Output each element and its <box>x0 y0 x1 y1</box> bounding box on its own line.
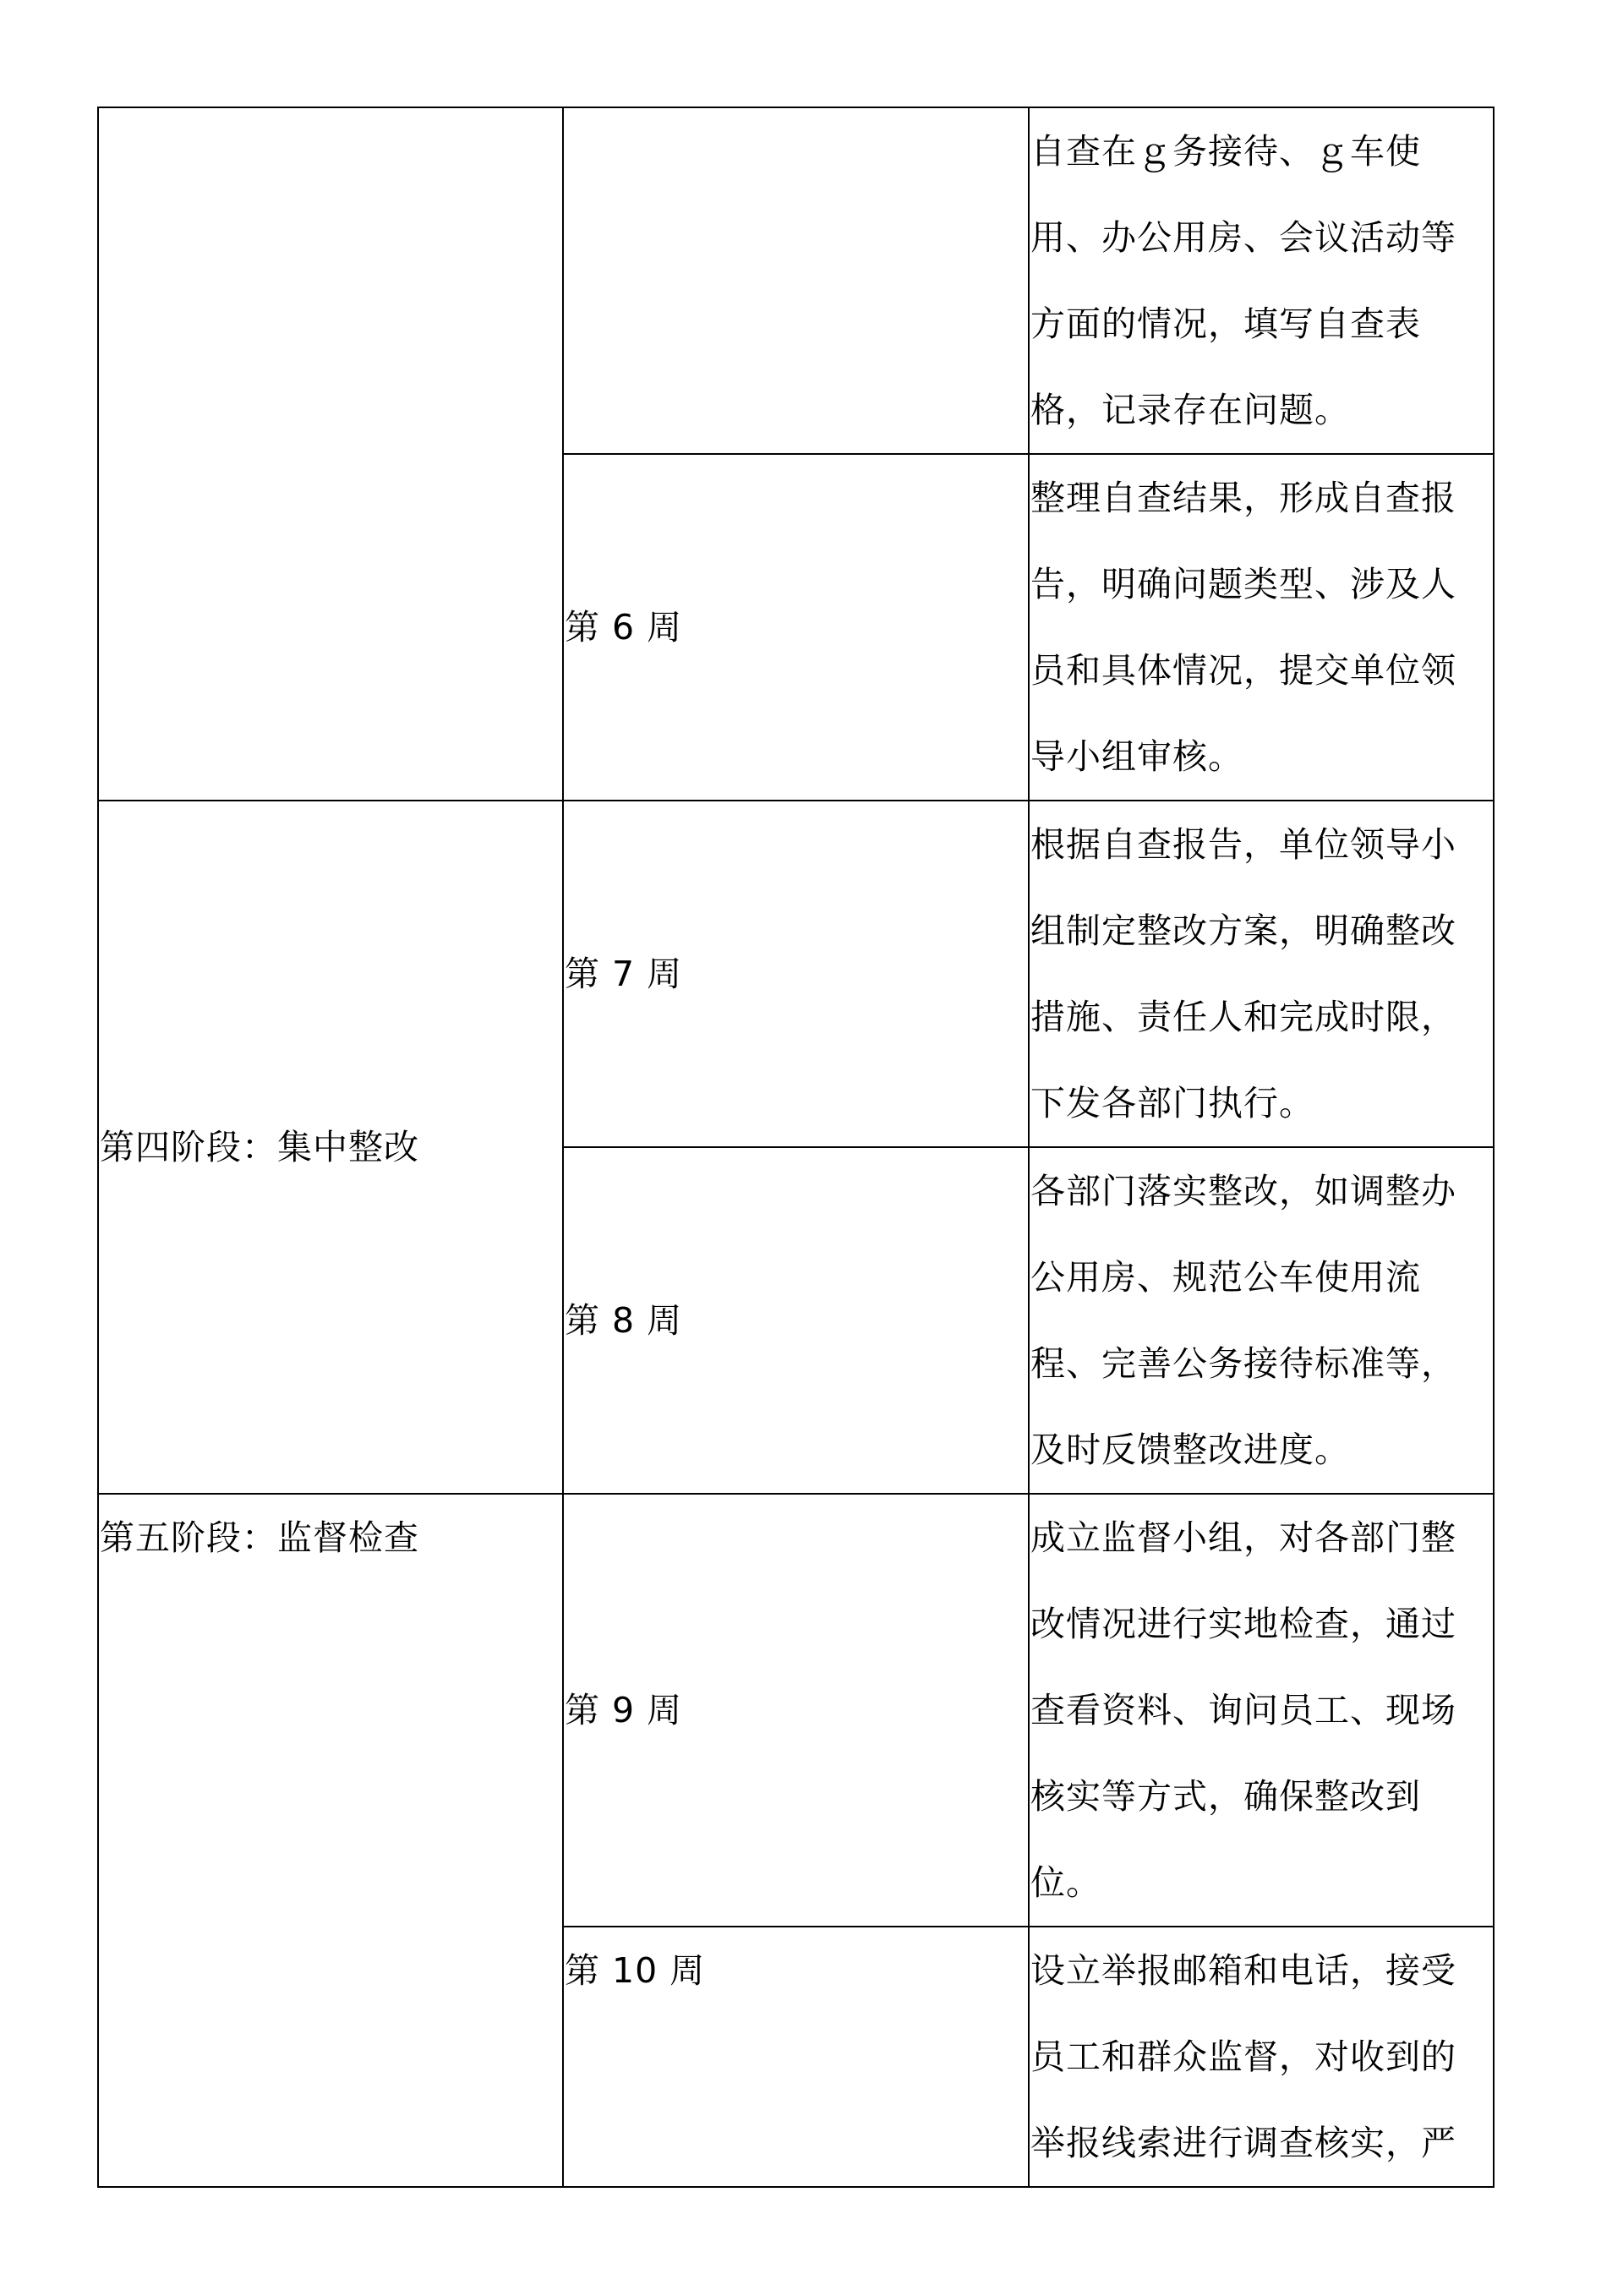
table-row <box>98 801 1494 1147</box>
description-line: 成立监督小组，对各部门整 <box>1030 1517 1456 1558</box>
week-label: 第 6 周 <box>565 607 683 648</box>
week-label: 第 10 周 <box>565 1950 706 1991</box>
description-line: 设立举报邮箱和电话，接受 <box>1030 1950 1456 1991</box>
description-line: 格，记录存在问题。 <box>1030 390 1350 430</box>
description-line: 整理自查结果，形成自查报 <box>1030 478 1456 518</box>
description-cell <box>1029 107 1494 454</box>
description-line: 措施、责任人和完成时限， <box>1030 997 1456 1037</box>
week-cell <box>563 801 1029 1147</box>
description-line: 方面的情况，填写自查表 <box>1030 303 1421 344</box>
week-cell <box>563 1147 1029 1494</box>
description-line: 导小组审核。 <box>1030 736 1243 777</box>
stage-cell <box>98 107 563 801</box>
week-cell <box>563 1494 1029 1927</box>
description-line: 根据自查报告，单位领导小 <box>1030 824 1456 865</box>
description-line: 下发各部门执行。 <box>1030 1083 1314 1123</box>
description-line: 员和具体情况，提交单位领 <box>1030 650 1456 691</box>
week-label: 第 9 周 <box>565 1690 683 1730</box>
stage-cell <box>98 1494 563 2187</box>
description-line: 改情况进行实地检查，通过 <box>1030 1604 1456 1644</box>
description-line: 及时反馈整改进度。 <box>1030 1430 1350 1470</box>
description-line: 用、办公用房、会议活动等 <box>1030 217 1456 258</box>
stage-label: 第四阶段：集中整改 <box>100 1127 419 1167</box>
description-cell <box>1029 1927 1494 2187</box>
description-cell <box>1029 454 1494 801</box>
table-row <box>98 107 1494 454</box>
table-row <box>98 1494 1494 1927</box>
description-line: 查看资料、询问员工、现场 <box>1030 1690 1456 1730</box>
stage-cell <box>98 801 563 1494</box>
description-line: 公用房、规范公车使用流 <box>1030 1257 1421 1298</box>
description-cell <box>1029 1494 1494 1927</box>
description-cell <box>1029 1147 1494 1494</box>
description-line: 举报线索进行调查核实，严 <box>1030 2123 1456 2163</box>
week-cell <box>563 454 1029 801</box>
week-label: 第 8 周 <box>565 1300 683 1341</box>
description-line: 各部门落实整改，如调整办 <box>1030 1171 1456 1211</box>
description-line: 核实等方式，确保整改到 <box>1030 1776 1421 1817</box>
description-line: 位。 <box>1030 1862 1101 1903</box>
description-line: 告，明确问题类型、涉及人 <box>1030 564 1456 604</box>
stage-label: 第五阶段：监督检查 <box>100 1517 419 1558</box>
week-label: 第 7 周 <box>565 954 683 994</box>
description-line: 员工和群众监督，对收到的 <box>1030 2036 1456 2077</box>
description-line: 程、完善公务接待标准等， <box>1030 1343 1456 1384</box>
week-cell <box>563 107 1029 454</box>
description-line: 自查在ｇ务接待、ｇ车使 <box>1030 131 1421 172</box>
description-cell <box>1029 801 1494 1147</box>
description-line: 组制定整改方案，明确整改 <box>1030 910 1456 951</box>
schedule-table <box>97 107 1495 2188</box>
week-cell <box>563 1927 1029 2187</box>
